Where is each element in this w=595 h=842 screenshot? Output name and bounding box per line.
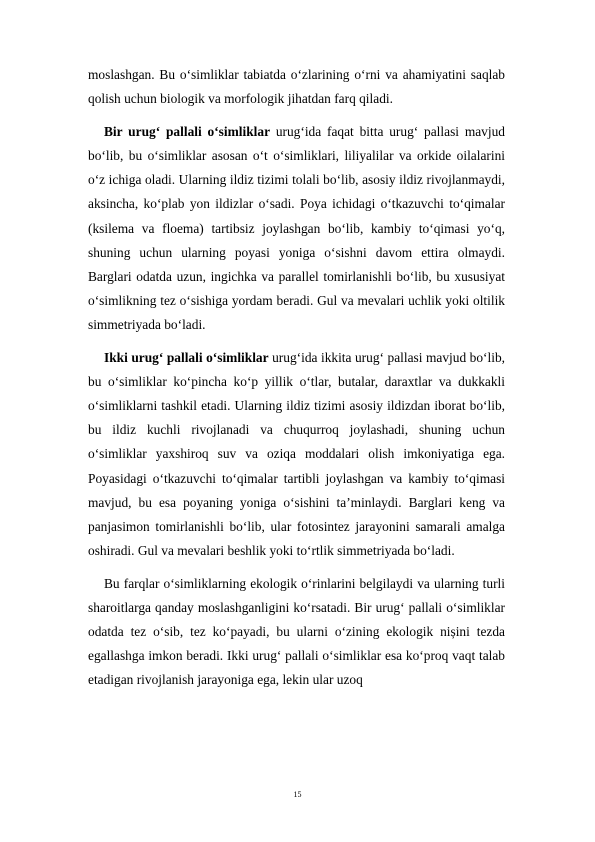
- paragraph-text: urug‘ida faqat bitta urug‘ pallasi mavjud bo‘lib, bu o‘simliklar asosan o‘t o‘simliklari, liliyalilar va orkide oilalarini o‘z ichiga oladi. Ularning ildiz tizimi tolali bo‘lib, asosiy ildiz rivojlanmaydi, aksincha, ko‘plab yon ildizlar o‘sadi. Poya ichidagi o‘tkazuvchi to‘qimalar (ksilema va floema) tartibsiz joylashgan bo‘lib, kambiy to‘qimasi yo‘q, shuning uchun ularning poyasi yoniga o‘sishni davom ettira olmaydi. Barglari odatda uzun, ingichka va parallel tomirlanishli bo‘lib, bu xususiyat o‘simlikning tez o‘sishiga yordam beradi. Gul va mevalari uchlik yoki oltilik simmetriyada bo‘ladi.: [88, 124, 505, 332]
- paragraph-dicots: [88, 346, 505, 563]
- paragraph-text: Bu farqlar o‘simliklarning ekologik o‘rinlarini belgilaydi va ularning turli sharoitlarga qanday moslashganligini ko‘rsatadi. Bir urug‘ pallali o‘simliklar odatda tez o‘sib, tez ko‘payadi, bu ularni o‘zining ekologik nișini tezda egallashga imkon beradi. Ikki urug‘ pallali o‘simliklar esa ko‘proq vaqt talab etadigan rivojlanish jarayoniga ega, lekin ular uzoq: [88, 575, 505, 688]
- paragraph-text: moslashgan. Bu o‘simliklar tabiatda o‘zlarining o‘rni va ahamiyatini saqlab qolish uchun biologik va morfologik jihatdan farq qiladi.: [88, 67, 505, 107]
- paragraph-monocots: [88, 120, 505, 337]
- paragraph-comparison: [88, 572, 505, 692]
- term-dicots: Ikki urug‘ pallali o‘simliklar: [104, 350, 269, 366]
- paragraph-continuation: [88, 63, 505, 111]
- paragraph-text: urug‘ida ikkita urug‘ pallasi mavjud bo‘lib, bu o‘simliklar ko‘pincha ko‘p yillik o‘tlar, butalar, daraxtlar va dukkakli o‘simliklarni tashkil etadi. Ularning ildiz tizimi asosiy ildizdan iborat bo‘lib, bu ildiz kuchli rivojlanadi va chuqurroq joylashadi, shuning uchun o‘simliklar yaxshiroq suv va oziqa moddalari olish imkoniyatiga ega. Poyasidagi o‘tkazuvchi to‘qimalar tartibli joylashgan va kambiy to‘qimasi mavjud, bu esa poyaning yoniga o‘sishini ta’minlaydi. Barglari keng va panjasimon tomirlanishli bo‘lib, ular fotosintez jarayonini samarali amalga oshiradi. Gul va mevalari beshlik yoki to‘rtlik simmetriyada bo‘ladi.: [88, 350, 505, 558]
- term-monocots: Bir urug‘ pallali o‘simliklar: [104, 124, 271, 140]
- document-body: [88, 63, 505, 692]
- page-number: 15: [293, 790, 302, 799]
